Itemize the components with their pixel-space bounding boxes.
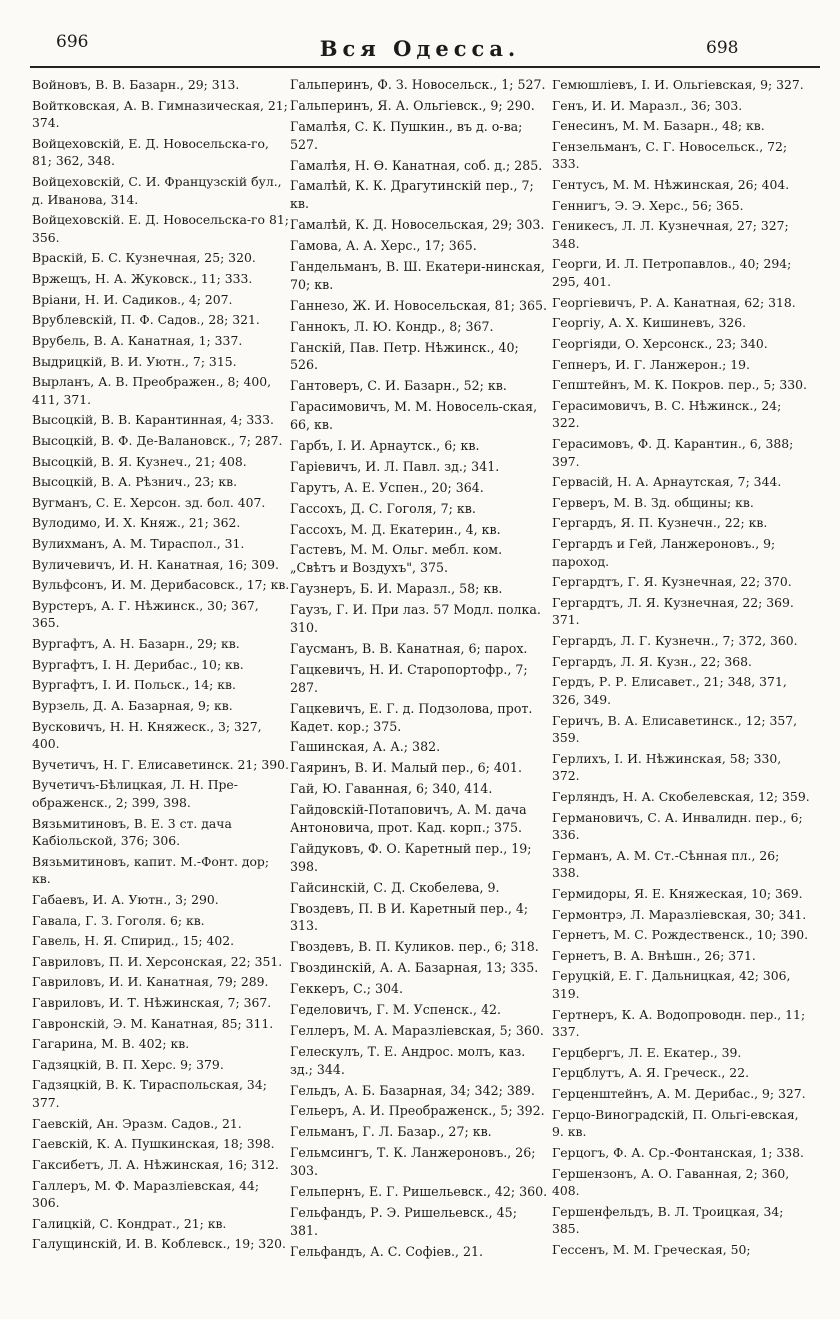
directory-entry: Гертнеръ, К. А. Водопроводн. пер., 11; 337. (552, 1006, 806, 1040)
directory-column-2 (290, 76, 548, 1264)
directory-entry: Гантоверъ, С. И. Базарн., 52; кв. (290, 378, 507, 394)
directory-entry: Войцеховскій. Е. Д. Новосельска-го 81; 356. (32, 212, 289, 245)
directory-entry: Генесинъ, М. М. Базарн., 48; кв. (552, 118, 765, 134)
directory-entry: Геннигъ, Э. Э. Херс., 56; 365. (552, 197, 744, 213)
directory-entry: Герляндъ, Н. А. Скобелевская, 12; 359. (552, 788, 810, 804)
directory-entry: Гепштейнъ, М. К. Покров. пер., 5; 330. (552, 377, 807, 393)
directory-entry: Вучетичъ, Н. Г. Елисаветинск. 21; 390. (32, 756, 289, 772)
directory-entry: Георгіяди, О. Херсонск., 23; 340. (552, 335, 768, 351)
directory-entry: Ганнокъ, Л. Ю. Кондр., 8; 367. (290, 318, 494, 334)
directory-entry: Гвоздевъ, П. В И. Каретный пер., 4; 313. (290, 900, 529, 934)
directory-entry: Гавриловъ, И. И. Канатная, 79; 289. (32, 974, 269, 990)
directory-entry: Гавель, Н. Я. Спирид., 15; 402. (32, 933, 235, 949)
directory-entry: Германъ, А. М. Ст.-Сѣнная пл., 26; 338. (552, 847, 780, 881)
directory-entry: Гельмсингъ, Т. К. Ланжероновъ., 26; 303. (290, 1145, 536, 1179)
directory-entry: Гайсинскій, С. Д. Скобелева, 9. (290, 879, 500, 895)
directory-entry: Геруцкій, Е. Г. Дальницкая, 42; 306, 319. (552, 968, 791, 1002)
directory-entry: Гацкевичъ, Е. Г. д. Подзолова, прот. Кадет. кор.; 375. (290, 700, 533, 734)
directory-entry: Гаевскій, К. А. Пушкинская, 18; 398. (32, 1136, 275, 1152)
directory-entry: Гай, Ю. Гаванная, 6; 340, 414. (290, 781, 493, 797)
directory-entry: Вугманъ, С. Е. Херсон. зд. бол. 407. (32, 494, 266, 510)
directory-entry: Георгіу, А. Х. Кишиневъ, 326. (552, 315, 747, 331)
directory-entry: Гайдуковъ, Ф. О. Каретный пер., 19; 398. (290, 840, 532, 874)
directory-entry: Гермидоры, Я. Е. Княжеская, 10; 369. (552, 885, 803, 901)
directory-entry: Гарутъ, А. Е. Успен., 20; 364. (290, 479, 484, 495)
directory-entry: Гамалѣй, К. Д. Новосельская, 29; 303. (290, 217, 545, 233)
directory-entry: Гамалѣя, Н. Ѳ. Канатная, соб. д.; 285. (290, 157, 543, 173)
directory-entry: Гентусъ, М. М. Нѣжинская, 26; 404. (552, 177, 790, 193)
directory-entry: Гавала, Г. З. Гоголя. 6; кв. (32, 912, 205, 928)
directory-entry: Вулихманъ, А. М. Тираспол., 31. (32, 536, 245, 552)
directory-entry: Гернетъ, М. С. Рождественск., 10; 390. (552, 927, 809, 943)
directory-entry: Гамалѣя, С. К. Пушкин., въ д. о-ва; 527. (290, 118, 523, 152)
directory-entry: Гассохъ, М. Д. Екатерин., 4, кв. (290, 521, 501, 537)
directory-entry: Вуличевичъ, И. Н. Канатная, 16; 309. (32, 556, 279, 572)
directory-column-1 (32, 76, 290, 1256)
directory-entry: Выдрицкій, В. И. Уютн., 7; 315. (32, 353, 237, 369)
directory-entry: Галицкій, С. Кондрат., 21; кв. (32, 1215, 227, 1231)
directory-entry: Гергардъ, Я. П. Кузнечн., 22; кв. (552, 515, 768, 531)
directory-entry: Ганскій, Пав. Петр. Нѣжинск., 40; 526. (290, 339, 519, 373)
directory-entry: Гензельманъ, С. Г. Новосельск., 72; 333. (552, 138, 788, 172)
directory-entry: Гагарина, М. В. 402; кв. (32, 1036, 190, 1052)
directory-entry: Геккеръ, С.; 304. (290, 981, 403, 997)
right-page-number: 698 (706, 38, 739, 58)
directory-entry: Германовичъ, С. А. Инвалидн. пер., 6; 336. (552, 809, 803, 843)
directory-entry: Враскій, Б. С. Кузнечная, 25; 320. (32, 250, 256, 266)
directory-entry: Гершенфельдъ, В. Л. Троицкая, 34; 385. (552, 1203, 784, 1237)
directory-entry: Гавриловъ, П. И. Херсонская, 22; 351. (32, 953, 283, 969)
directory-entry: Галущинскій, И. В. Коблевск., 19; 320. (32, 1236, 286, 1252)
directory-entry: Вріани, Н. И. Садиков., 4; 207. (32, 291, 233, 307)
directory-entry: Гельпернъ, Е. Г. Ришельевск., 42; 360. (290, 1183, 548, 1199)
directory-entry: Вржещъ, Н. А. Жуковск., 11; 333. (32, 271, 253, 287)
directory-entry: Гашинская, А. А.; 382. (290, 739, 441, 755)
directory-entry: Вусковичъ, Н. Н. Княжеск., 3; 327, 400. (32, 718, 262, 752)
directory-entry: Гастевъ, М. М. Ольг. мебл. ком. „Свѣтъ и Воздухъ", 375. (290, 542, 503, 576)
directory-entry: Высоцкій, В. Я. Кузнеч., 21; 408. (32, 453, 247, 469)
directory-entry: Гавриловъ, И. Т. Нѣжинская, 7; 367. (32, 995, 272, 1011)
directory-entry: Вулодимо, И. Х. Княж., 21; 362. (32, 515, 241, 531)
directory-entry: Войцеховскій, С. И. Французскій бул., д. Иванова, 314. (32, 174, 282, 207)
directory-entry: Вучетичъ-Бѣлицкая, Л. Н. Пре-ображенск., 2; 399, 398. (32, 777, 238, 810)
page-header (0, 0, 840, 70)
directory-entry: Вургафтъ, І. И. Польск., 14; кв. (32, 677, 236, 693)
directory-entry: Войтковская, А. В. Гимназическая, 21; 374. (32, 97, 288, 131)
directory-entry: Гаевскій, Ан. Эразм. Садов., 21. (32, 1115, 242, 1131)
directory-entry: Гацкевичъ, Н. И. Старопортофр., 7; 287. (290, 661, 528, 695)
directory-entry: Гаузнеръ, Б. И. Маразл., 58; кв. (290, 581, 503, 597)
directory-entry: Гарбъ, І. И. Арнаутск., 6; кв. (290, 438, 480, 454)
directory-entry: Герлихъ, І. И. Нѣжинская, 58; 330, 372. (552, 750, 782, 784)
header-rule (30, 66, 820, 68)
directory-entry: Гадзяцкій, В. К. Тираспольская, 34; 377. (32, 1077, 267, 1111)
directory-entry: Врубель, В. А. Канатная, 1; 337. (32, 332, 243, 348)
directory-entry: Геричъ, В. А. Елисаветинск., 12; 357, 359. (552, 712, 798, 746)
directory-entry: Гельеръ, А. И. Преображенск., 5; 392. (290, 1103, 545, 1119)
directory-entry: Вырланъ, А. В. Преображен., 8; 400, 411, 371. (32, 374, 272, 407)
directory-entry: Гельманъ, Г. Л. Базар., 27; кв. (290, 1124, 492, 1140)
directory-column-3 (552, 76, 810, 1262)
directory-entry: Гамова, А. А. Херс., 17; 365. (290, 238, 477, 254)
directory-entry: Геделовичъ, Г. М. Успенск., 42. (290, 1001, 502, 1017)
directory-entry: Вязьмитиновъ, В. Е. 3 ст. дача Кабіольской, 376; 306. (32, 815, 232, 849)
directory-entry: Ганнезо, Ж. И. Новосельская, 81; 365. (290, 297, 547, 313)
directory-entry: Вургафтъ, А. Н. Базарн., 29; кв. (32, 636, 240, 652)
directory-entry: Гвоздинскій, А. А. Базарная, 13; 335. (290, 960, 539, 976)
directory-entry: Гервасій, Н. А. Арнаутская, 7; 344. (552, 474, 782, 490)
directory-entry: Галлеръ, М. Ф. Маразліевская, 44; 306. (32, 1177, 260, 1211)
directory-entry: Высоцкій, В. Ф. Де-Валановск., 7; 287. (32, 432, 283, 448)
left-page-number: 696 (56, 32, 89, 52)
directory-entry: Гернетъ, В. А. Внѣшн., 26; 371. (552, 947, 756, 963)
directory-entry: Герасимовъ, Ф. Д. Карантин., 6, 388; 397. (552, 435, 794, 469)
directory-entry: Георги, И. Л. Петропавлов., 40; 294; 295, 401. (552, 256, 792, 290)
directory-entry: Герцбергъ, Л. Е. Екатер., 39. (552, 1044, 742, 1060)
directory-entry: Врублевскій, П. Ф. Садов., 28; 321. (32, 312, 260, 328)
directory-entry: Геникесъ, Л. Л. Кузнечная, 27; 327; 348. (552, 218, 789, 251)
directory-entry: Гессенъ, М. М. Греческая, 50; (552, 1241, 751, 1257)
directory-entry: Герасимовичъ, В. С. Нѣжинск., 24; 322. (552, 397, 782, 431)
directory-entry: Гвоздевъ, В. П. Куликов. пер., 6; 318. (290, 939, 539, 955)
directory-entry: Гергардъ, Л. Я. Кузн., 22; 368. (552, 653, 752, 669)
directory-entry: Вурстеръ, А. Г. Нѣжинск., 30; 367, 365. (32, 597, 259, 631)
directory-entry: Гелескулъ, Т. Е. Андрос. молъ, каз. зд.; 344. (290, 1043, 526, 1077)
directory-entry: Гергардъ и Гей, Ланжероновъ., 9; пароход. (552, 536, 776, 569)
directory-entry: Гельфандъ, Р. Э. Ришельевск., 45; 381. (290, 1204, 517, 1238)
directory-entry: Гамалѣй, К. К. Драгутинскій пер., 7; кв. (290, 178, 534, 212)
directory-entry: Гальперинъ, Ф. З. Новосельск., 1; 527. (290, 77, 546, 92)
directory-entry: Гаріевичъ, И. Л. Павл. зд.; 341. (290, 458, 500, 474)
directory-entry: Войновъ, В. В. Базарн., 29; 313. (32, 77, 240, 92)
directory-entry: Гассохъ, Д. С. Гоголя, 7; кв. (290, 500, 476, 516)
directory-entry: Вургафтъ, І. Н. Дерибас., 10; кв. (32, 656, 244, 672)
directory-entry: Гаксибетъ, Л. А. Нѣжинская, 16; 312. (32, 1156, 279, 1172)
directory-entry: Гарасимовичъ, М. М. Новосель-ская, 66, кв. (290, 399, 538, 433)
directory-entry: Гельдъ, А. Б. Базарная, 34; 342; 389. (290, 1082, 535, 1098)
directory-entry: Габаевъ, И. А. Уютн., 3; 290. (32, 891, 219, 907)
directory-entry: Гавронскій, Э. М. Канатная, 85; 311. (32, 1015, 274, 1031)
directory-entry: Высоцкій, В. А. Рѣзнич., 23; кв. (32, 474, 238, 490)
directory-entry: Гадзяцкій, В. П. Херс. 9; 379. (32, 1056, 224, 1072)
directory-entry: Гершензонъ, А. О. Гаванная, 2; 360, 408. (552, 1165, 790, 1199)
directory-entry: Вульфсонъ, И. М. Дерибасовск., 17; кв. (32, 577, 290, 593)
directory-entry: Гальперинъ, Я. А. Ольгіевск., 9; 290. (290, 97, 535, 113)
directory-entry: Гердъ, Р. Р. Елисавет., 21; 348, 371, 326, 349. (552, 674, 787, 707)
directory-entry: Гемюшліевъ, І. И. Ольгіевская, 9; 327. (552, 77, 804, 92)
directory-entry: Гайдовскій-Потаповичъ, А. М. дача Антоновича, прот. Кад. корп.; 375. (290, 802, 527, 835)
directory-entry: Геллеръ, М. А. Маразліевская, 5; 360. (290, 1022, 544, 1038)
directory-entry: Гандельманъ, В. Ш. Екатери-нинская, 70; кв. (290, 259, 545, 292)
directory-entry: Георгіевичъ, Р. А. Канатная, 62; 318. (552, 294, 796, 310)
directory-entry: Гепнеръ, И. Г. Ланжерон.; 19. (552, 356, 750, 372)
directory-entry: Герценштейнъ, А. М. Дерибас., 9; 327. (552, 1086, 806, 1102)
directory-entry: Герверъ, М. В. Зд. общины; кв. (552, 494, 754, 510)
directory-entry: Гергардтъ, Л. Я. Кузнечная, 22; 369. 371. (552, 594, 794, 628)
directory-entry: Вязьмитиновъ, капит. М.-Фонт. дор; кв. (32, 853, 270, 887)
directory-entry: Гергардтъ, Г. Я. Кузнечная, 22; 370. (552, 574, 792, 590)
page-title: Вся Одесса. (319, 36, 521, 61)
directory-entry: Гаузъ, Г. И. При лаз. 57 Модл. полка. 310. (290, 602, 541, 636)
directory-entry: Гаяринъ, В. И. Малый пер., 6; 401. (290, 760, 522, 776)
directory-entry: Высоцкій, В. В. Карантинная, 4; 333. (32, 412, 274, 428)
directory-entry: Герцо-Виноградскій, П. Ольгі-евская, 9. кв. (552, 1106, 799, 1140)
directory-entry: Войцеховскій, Е. Д. Новосельска-го, 81; 362, 348. (32, 135, 269, 169)
directory-entry: Вурзель, Д. А. Базарная, 9; кв. (32, 697, 233, 713)
directory-entry: Гельфандъ, А. С. Софіев., 21. (290, 1243, 484, 1259)
directory-entry: Гергардъ, Л. Г. Кузнечн., 7; 372, 360. (552, 633, 798, 649)
directory-entry: Генъ, И. И. Маразл., 36; 303. (552, 97, 743, 113)
directory-entry: Гаусманъ, В. В. Канатная, 6; парох. (290, 640, 528, 656)
directory-entry: Герцогъ, Ф. А. Ср.-Фонтанская, 1; 338. (552, 1144, 804, 1160)
directory-entry: Герцблутъ, А. Я. Греческ., 22. (552, 1065, 750, 1081)
directory-entry: Гермонтрэ, Л. Маразліевская, 30; 341. (552, 906, 807, 922)
